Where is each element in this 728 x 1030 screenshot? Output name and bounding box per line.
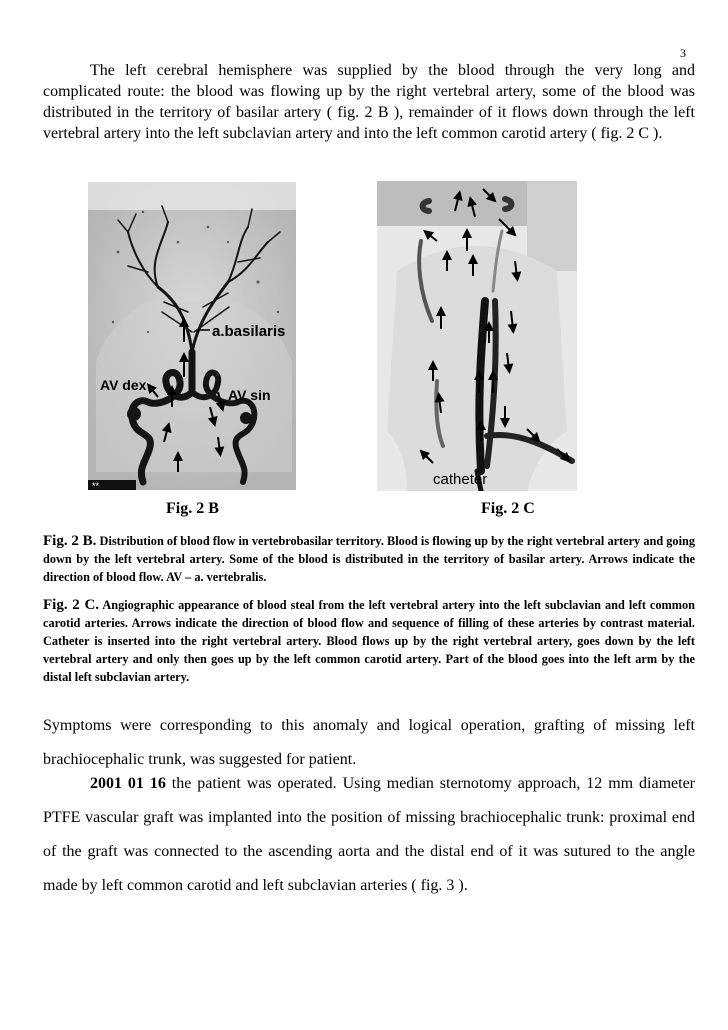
intro-paragraph-text: The left cerebral hemisphere was supplied by the blood through the very long and complicated route: the blood was flowing up by the right vertebral artery, some of the blood was distributed in the territory of basilar artery ( fig. 2 B ), remainder of it flows down through the left vertebral artery into the left subclavian artery and into the left common carotid artery ( fig. 2 C ). [43, 62, 695, 142]
label-av-dex: AV dex [100, 377, 147, 393]
figure-2b-label: Fig. 2 B [166, 500, 219, 517]
operation-paragraph-text: the patient was operated. Using median sternotomy approach, 12 mm diameter PTFE vascular graft was implanted into the position of missing brachiocephalic trunk: proximal end of the graft was connected to the ascending aorta and the distal end of it was sutured to the angle made by left common carotid and left subclavian arteries ( fig. 3 ). [43, 775, 695, 894]
label-corner-marks: ** [92, 481, 100, 490]
figure-2b-caption-head: Fig. 2 B. [43, 533, 97, 549]
figure-2c-caption-head: Fig. 2 C. [43, 597, 100, 613]
operation-date: 2001 01 16 [90, 775, 166, 792]
figure-2c-caption [43, 596, 695, 686]
page-number: 3 [680, 46, 686, 60]
figure-2b-image [88, 182, 296, 490]
label-catheter: catheter [433, 471, 488, 488]
label-basilaris: a.basilaris [212, 323, 286, 340]
label-av-sin: AV sin [228, 387, 271, 403]
figure-2b-caption [43, 532, 695, 586]
operation-paragraph [43, 767, 695, 903]
figure-2c-label: Fig. 2 C [481, 500, 535, 517]
figure-2c-angiogram [377, 181, 577, 491]
symptoms-paragraph: Symptoms were corresponding to this anomaly and logical operation, grafting of missing left brachiocephalic trunk, was suggested for patient. [43, 717, 695, 768]
figure-2b-angiogram [88, 182, 296, 490]
intro-paragraph [43, 60, 695, 144]
figure-2b-caption-text: Distribution of blood flow in vertebrobasilar territory. Blood is flowing up by the right vertebral artery and going down by the left vertebral artery. Some of the blood is distributed in the territory of basilar artery. Arrows indicate the direction of blood flow. AV – a. vertebralis. [43, 534, 695, 584]
figure-2c-caption-text: Angiographic appearance of blood steal from the left vertebral artery into the left subclavian and left common carotid arteries. Arrows indicate the direction of blood flow and sequence of filling of these arteries by contrast material. Catheter is inserted into the right vertebral artery. Blood flows up by the right vertebral artery, goes down by the left vertebral artery and only then goes up by the left common carotid artery. Part of the blood goes into the left arm by the distal left subclavian artery. [43, 598, 695, 684]
figure-2c-image [377, 181, 577, 491]
